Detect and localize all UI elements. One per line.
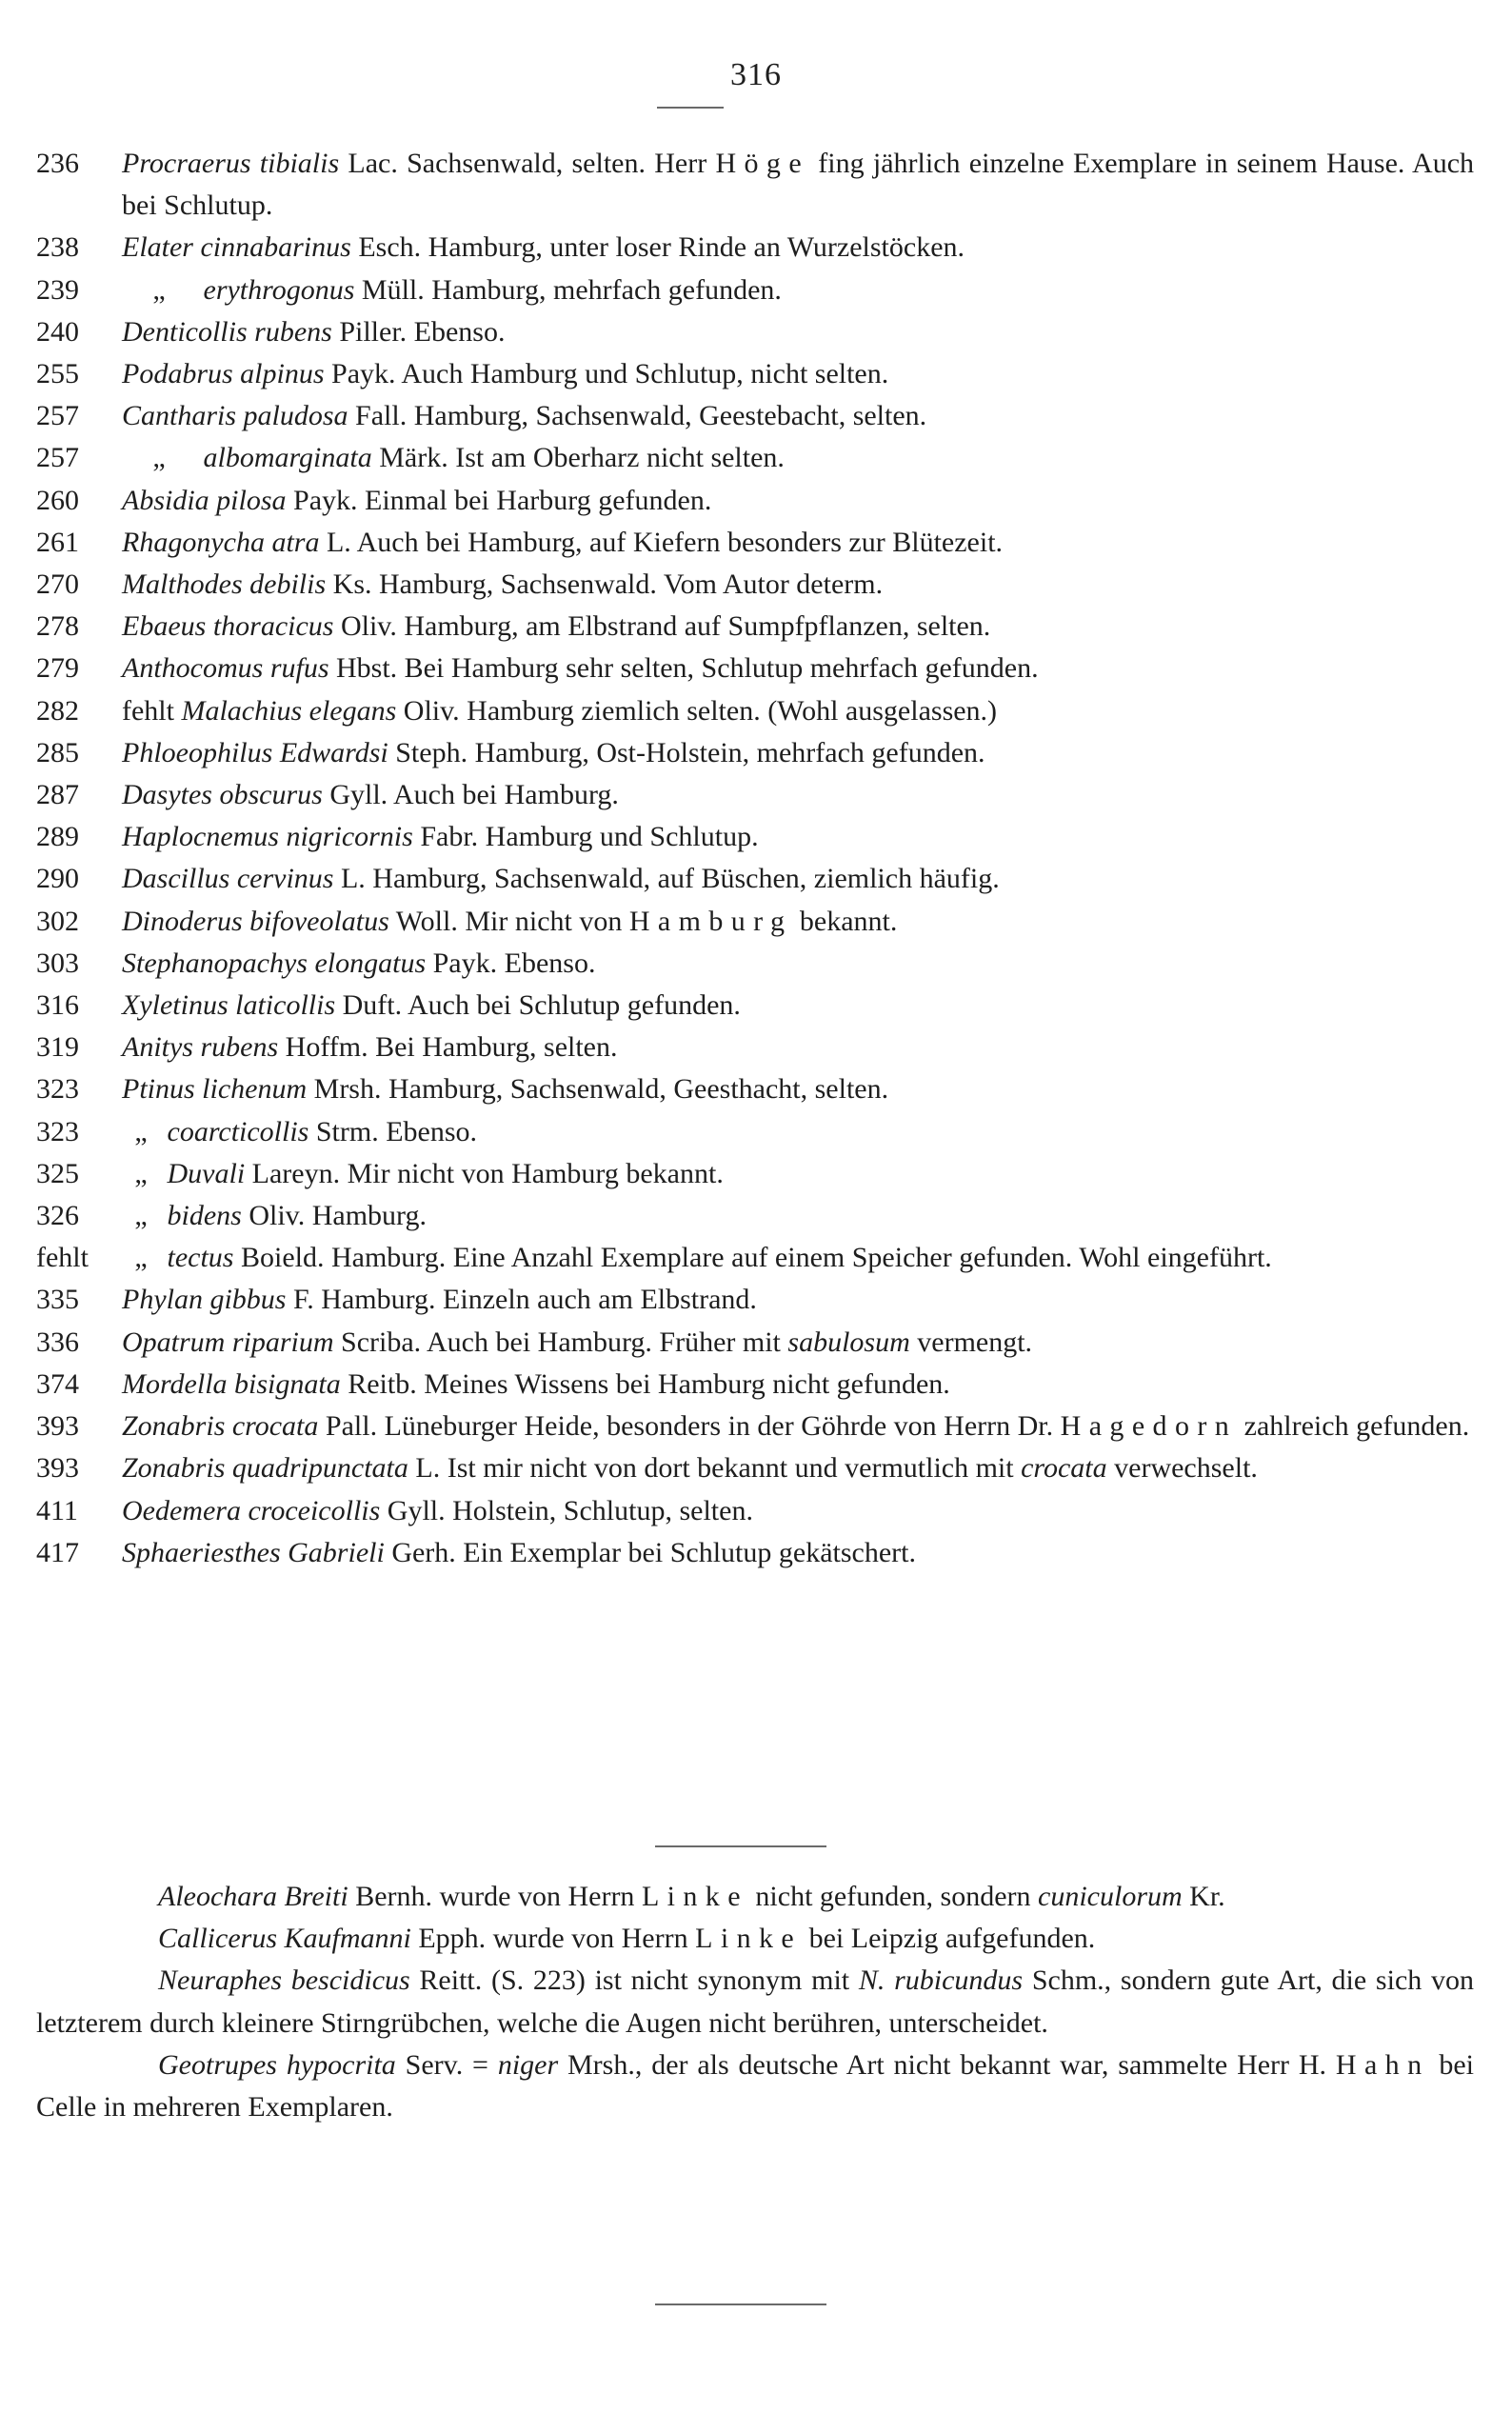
entry-text: Payk. Auch Hamburg und Schlutup, nicht selten. — [324, 358, 889, 390]
species-name: Zonabris quadripunctata — [122, 1452, 408, 1485]
note-text: Serv. = — [395, 2048, 498, 2081]
list-item — [36, 1322, 1474, 1364]
note-text: Mrsh., der als deutsche Art nicht bekannt war, sammelte Herr H. — [558, 2048, 1336, 2081]
entry-text: Lareyn. Mir nicht von Hamburg bekannt. — [245, 1157, 724, 1189]
species-name-secondary: cuniculorum — [1038, 1881, 1183, 1912]
list-item — [36, 1195, 1474, 1237]
ditto-mark: „ — [134, 1157, 148, 1189]
list-item — [36, 1490, 1474, 1532]
entry-text: Fabr. Hamburg und Schlutup. — [412, 821, 759, 853]
list-item — [36, 1406, 1474, 1447]
entry-text: Pall. Lüneburger Heide, besonders in der Göhrde von Herrn Dr. — [318, 1410, 1061, 1443]
entry-number: 289 — [36, 821, 79, 853]
entry-text: fing jährlich einzelne Exemplare in seinem Hause. Auch bei Schlutup. — [122, 148, 1475, 222]
species-name: Malachius elegans — [181, 694, 397, 727]
note-text: Reitt. (S. 223) ist nicht synonym mit — [409, 1964, 859, 1997]
list-item — [36, 1532, 1474, 1574]
ditto-mark: „ — [134, 1115, 148, 1147]
ditto-mark: „ — [152, 273, 166, 306]
species-name-secondary: crocata — [1021, 1452, 1107, 1485]
note-text: bei Leipzig aufgefunden. — [802, 1923, 1096, 1955]
bottom-divider — [655, 2303, 826, 2305]
entry-text: Scriba. Auch bei Hamburg. Früher mit — [333, 1326, 788, 1358]
entry-number: 282 — [36, 694, 79, 727]
entry-number: 303 — [36, 947, 79, 979]
entry-number: 325 — [36, 1157, 79, 1189]
entry-number: 336 — [36, 1326, 79, 1358]
list-item — [36, 1027, 1474, 1068]
species-name: Podabrus alpinus — [122, 358, 325, 390]
note-text: bei Celle in mehreren Exemplaren. — [36, 2048, 1474, 2124]
entry-text: zahlreich gefunden. — [1237, 1410, 1470, 1443]
collector-name: Höge — [715, 148, 810, 179]
species-name: Sphaeriesthes Gabrieli — [122, 1536, 385, 1568]
entry-number: 279 — [36, 652, 79, 685]
addenda-notes — [36, 1876, 1474, 2128]
list-item — [36, 227, 1474, 269]
list-item — [36, 1279, 1474, 1321]
species-name: Dascillus cervinus — [122, 863, 334, 895]
entry-text: Ks. Hamburg, Sachsenwald. Vom Autor determ. — [326, 568, 884, 601]
entry-number: 290 — [36, 863, 79, 895]
list-item — [36, 1111, 1474, 1153]
list-item — [36, 1237, 1474, 1279]
section-divider — [655, 1845, 826, 1847]
note-text: nicht gefunden, sondern — [747, 1881, 1039, 1912]
list-item — [36, 606, 1474, 648]
list-item — [36, 943, 1474, 985]
collector-name: Hagedorn — [1060, 1410, 1238, 1443]
list-item — [36, 985, 1474, 1027]
species-name: Neuraphes bescidicus — [158, 1964, 410, 1997]
species-name: Stephanopachys elongatus — [122, 947, 427, 979]
species-name: Anthocomus rufus — [122, 652, 329, 685]
species-name: Ptinus lichenum — [122, 1073, 308, 1106]
entry-number: 287 — [36, 779, 79, 811]
entry-text: Strm. Ebenso. — [308, 1115, 478, 1147]
note-paragraph — [36, 1918, 1474, 1960]
list-item — [36, 1153, 1474, 1195]
ditto-mark: „ — [134, 1242, 148, 1274]
species-name: Malthodes debilis — [122, 568, 327, 601]
list-item — [36, 353, 1474, 395]
note-text: Bernh. wurde von Herrn — [348, 1881, 642, 1912]
species-name: Xyletinus laticollis — [122, 989, 336, 1022]
place-name-spaced: Hamburg — [628, 905, 793, 937]
list-item — [36, 690, 1474, 732]
top-divider — [657, 107, 724, 109]
entry-text: Oliv. Hamburg ziemlich selten. (Wohl ausgelassen.) — [396, 694, 998, 727]
ditto-mark: „ — [152, 442, 166, 474]
entry-text: Lac. Sachsenwald, selten. Herr — [339, 148, 716, 179]
species-name: Mordella bisignata — [122, 1367, 341, 1400]
list-item — [36, 395, 1474, 437]
species-name: Duvali — [167, 1157, 246, 1189]
entry-text: Duft. Auch bei Schlutup gefunden. — [335, 989, 741, 1022]
note-text: Epph. wurde von Herrn — [410, 1923, 696, 1955]
entry-number: 417 — [36, 1536, 79, 1568]
entry-number: 323 — [36, 1073, 79, 1106]
entry-text: Oliv. Hamburg. — [241, 1200, 427, 1232]
list-item — [36, 1447, 1474, 1489]
collector-name: Linke — [695, 1923, 803, 1955]
list-item — [36, 901, 1474, 943]
entry-text: Fall. Hamburg, Sachsenwald, Geestebacht, selten. — [348, 400, 927, 432]
species-name-secondary: niger — [497, 2048, 559, 2081]
ditto-mark: „ — [134, 1200, 148, 1232]
entry-number: 239 — [36, 273, 79, 306]
entry-text: verwechselt. — [1106, 1452, 1258, 1485]
species-name: Haplocnemus nigricornis — [122, 821, 413, 853]
species-name: Denticollis rubens — [122, 315, 332, 348]
entry-number: 302 — [36, 905, 79, 937]
list-item — [36, 732, 1474, 774]
entry-text: F. Hamburg. Einzeln auch am Elbstrand. — [286, 1284, 757, 1316]
entry-number: fehlt — [36, 1242, 89, 1274]
species-name-secondary: sabulosum — [787, 1326, 910, 1358]
entry-number: 285 — [36, 736, 79, 768]
entry-text: Piller. Ebenso. — [331, 315, 506, 348]
species-name: Absidia pilosa — [122, 484, 287, 516]
species-name: Dasytes obscurus — [122, 779, 323, 811]
entry-text: Payk. Ebenso. — [426, 947, 596, 979]
entry-text: Mrsh. Hamburg, Sachsenwald, Geesthacht, selten. — [307, 1073, 889, 1106]
list-item — [36, 437, 1474, 479]
page-number: 316 — [730, 57, 782, 92]
species-name: Opatrum riparium — [122, 1326, 334, 1358]
entry-text: L. Auch bei Hamburg, auf Kiefern besonders zur Blütezeit. — [319, 526, 1004, 558]
species-name: Oedemera croceicollis — [122, 1494, 381, 1526]
note-text: Kr. — [1182, 1881, 1225, 1912]
list-item — [36, 480, 1474, 522]
entry-text: Gerh. Ein Exemplar bei Schlutup gekätschert. — [384, 1536, 916, 1568]
species-name: Aleochara Breiti — [158, 1881, 348, 1912]
entry-number: 257 — [36, 400, 79, 432]
list-item — [36, 648, 1474, 689]
entry-number: 374 — [36, 1367, 79, 1400]
entry-text: Gyll. Holstein, Schlutup, selten. — [380, 1494, 753, 1526]
species-name: Phloeophilus Edwardsi — [122, 736, 388, 768]
species-name: Callicerus Kaufmanni — [158, 1923, 411, 1955]
list-item — [36, 143, 1474, 227]
entry-number: 257 — [36, 442, 79, 474]
entry-number: 260 — [36, 484, 79, 516]
list-item — [36, 311, 1474, 353]
entry-text: Esch. Hamburg, unter loser Rinde an Wurzelstöcken. — [350, 231, 965, 264]
species-name: Ebaeus thoracicus — [122, 610, 334, 643]
species-name: Phylan gibbus — [122, 1284, 287, 1316]
list-item — [36, 774, 1474, 816]
species-name: tectus — [167, 1242, 234, 1274]
entry-text: bekannt. — [792, 905, 898, 937]
list-item — [36, 858, 1474, 900]
note-paragraph — [36, 1960, 1474, 2044]
entry-number: 393 — [36, 1410, 79, 1443]
list-item — [36, 522, 1474, 564]
list-item — [36, 1364, 1474, 1406]
note-paragraph — [36, 2044, 1474, 2128]
entry-text: Woll. Mir nicht von — [388, 905, 629, 937]
entry-number: 335 — [36, 1284, 79, 1316]
list-item — [36, 1068, 1474, 1110]
entry-number: 411 — [36, 1494, 78, 1526]
species-name: Geotrupes hypocrita — [158, 2048, 396, 2081]
entry-text: Hoffm. Bei Hamburg, selten. — [278, 1031, 618, 1064]
entry-text: Reitb. Meines Wissens bei Hamburg nicht gefunden. — [340, 1367, 950, 1400]
entry-number: 236 — [36, 148, 79, 179]
entry-number: 278 — [36, 610, 79, 643]
list-item — [36, 816, 1474, 858]
species-name: Elater cinnabarinus — [122, 231, 351, 264]
species-name: Rhagonycha atra — [122, 526, 320, 558]
note-paragraph — [36, 1876, 1474, 1918]
species-list — [36, 143, 1474, 1574]
species-name: albomarginata — [203, 442, 372, 474]
entry-text: Müll. Hamburg, mehrfach gefunden. — [354, 273, 782, 306]
collector-name: Linke — [641, 1881, 748, 1912]
note-text: Schm., sondern gute Art, die sich von letzterem durch kleinere Stirngrübchen, welche die Augen nicht berühren, unterscheidet. — [36, 1964, 1474, 2039]
entry-text: Gyll. Auch bei Hamburg. — [322, 779, 619, 811]
entry-text: Hbst. Bei Hamburg sehr selten, Schlutup mehrfach gefunden. — [328, 652, 1039, 685]
entry-number: 255 — [36, 358, 79, 390]
species-name: Zonabris crocata — [122, 1410, 319, 1443]
entry-number: 323 — [36, 1115, 79, 1147]
entry-number: 240 — [36, 315, 79, 348]
species-name: Cantharis paludosa — [122, 400, 348, 432]
entry-text: L. Hamburg, Sachsenwald, auf Büschen, ziemlich häufig. — [333, 863, 1000, 895]
species-name: Anitys rubens — [122, 1031, 279, 1064]
entry-text: L. Ist mir nicht von dort bekannt und vermutlich mit — [408, 1452, 1022, 1485]
entry-number: 238 — [36, 231, 79, 264]
species-name: bidens — [167, 1200, 242, 1232]
entry-number: 393 — [36, 1452, 79, 1485]
entry-number: 319 — [36, 1031, 79, 1064]
entry-text: Steph. Hamburg, Ost-Holstein, mehrfach gefunden. — [388, 736, 985, 768]
species-name-secondary: N. rubicundus — [858, 1964, 1024, 1997]
species-name: Procraerus tibialis — [122, 148, 340, 179]
species-name: coarcticollis — [167, 1115, 309, 1147]
list-item — [36, 269, 1474, 311]
entry-number: 261 — [36, 526, 79, 558]
entry-prefix: fehlt — [122, 694, 182, 727]
entry-text: Payk. Einmal bei Harburg gefunden. — [286, 484, 712, 516]
entry-number: 270 — [36, 568, 79, 601]
entry-number: 316 — [36, 989, 79, 1022]
entry-text: vermengt. — [909, 1326, 1033, 1358]
entry-text: Oliv. Hamburg, am Elbstrand auf Sumpfpflanzen, selten. — [333, 610, 991, 643]
species-name: erythrogonus — [203, 273, 355, 306]
entry-number: 326 — [36, 1200, 79, 1232]
list-item — [36, 564, 1474, 606]
collector-name: Hahn — [1335, 2048, 1430, 2081]
species-name: Dinoderus bifoveolatus — [122, 905, 389, 937]
entry-text: Märk. Ist am Oberharz nicht selten. — [371, 442, 785, 474]
entry-text: Boield. Hamburg. Eine Anzahl Exemplare auf einem Speicher gefunden. Wohl eingeführt. — [233, 1242, 1272, 1274]
